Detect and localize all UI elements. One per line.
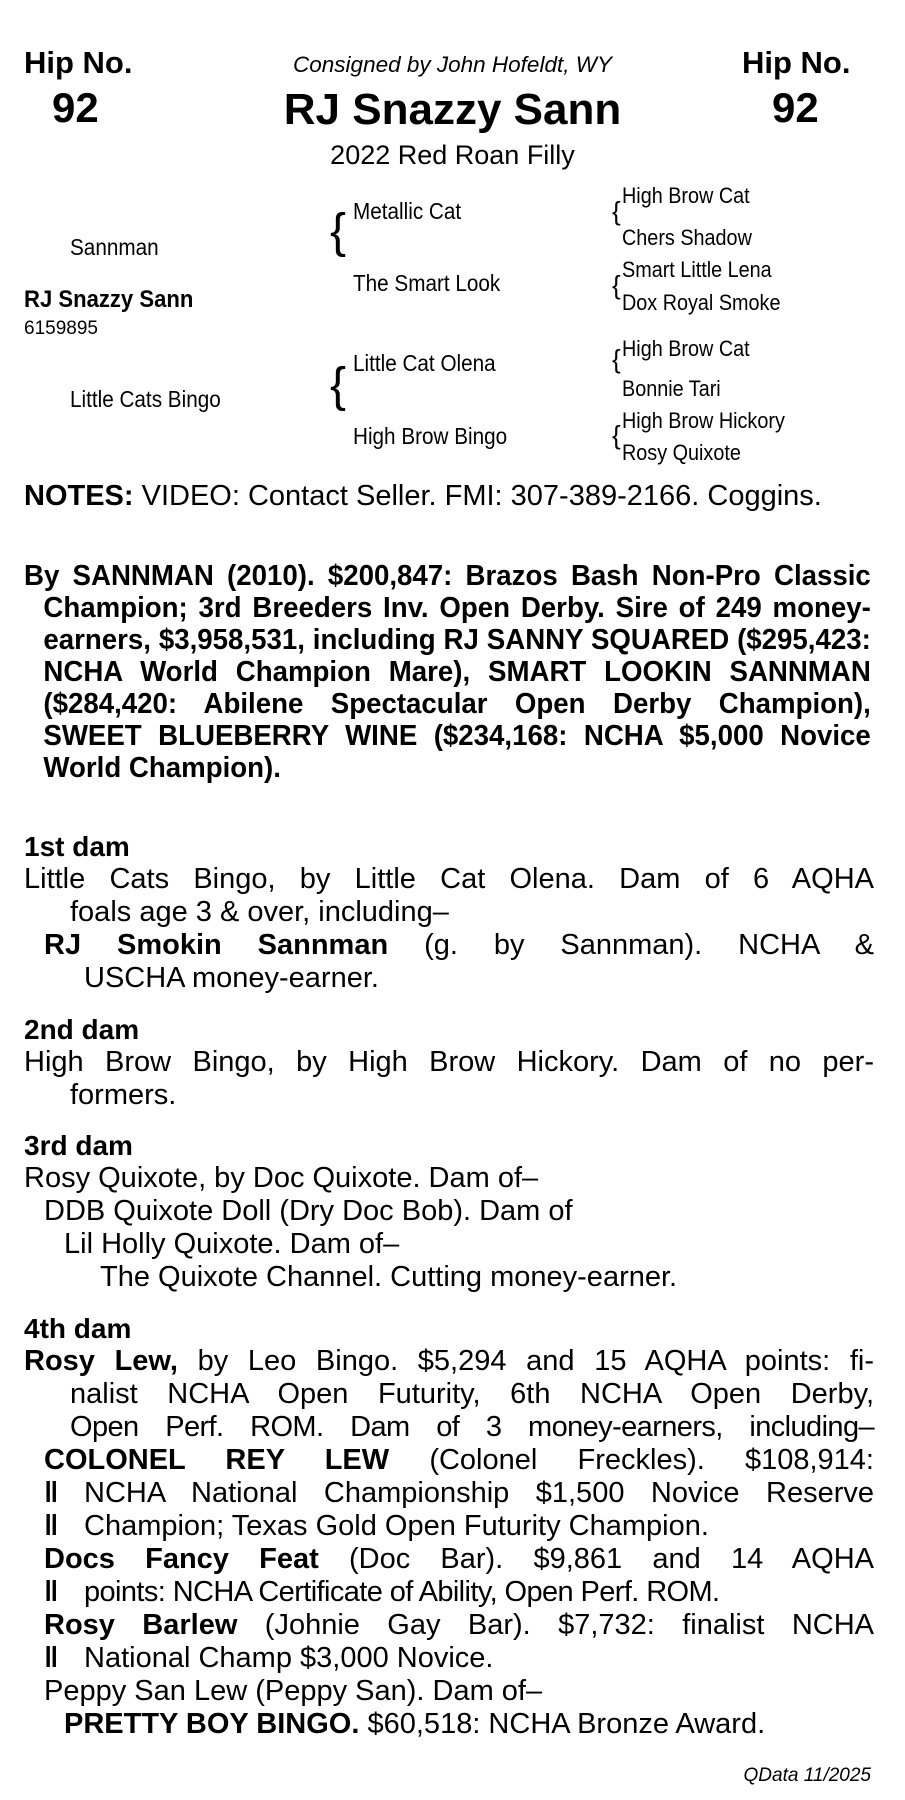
pedigree-g5: High Brow Cat xyxy=(622,336,750,361)
pedigree-sire-dam: The Smart Look xyxy=(353,270,501,296)
offspring-2-detail: (Doc Bar). $9,861 and 14 AQHA xyxy=(318,1543,874,1575)
pedigree-g7: High Brow Hickory xyxy=(622,408,785,433)
horse-name-title: RJ Snazzy Sann xyxy=(283,85,622,134)
notes-label: NOTES: xyxy=(24,480,134,512)
offspring-1-detail: (Colonel Freckles). $108,914: xyxy=(389,1444,874,1476)
sire-summary: By SANNMAN (2010). $200,847: Brazos Bash Non-Pro Classic Champion; 3rd Breeders Inv. Open Derby. Sire of 249 money-earners, $3,958,531, including RJ SANNY SQUARED ($295,423: NCHA World Champion Mare), SMART LOOKIN SANNMAN ($284,420: Abilene Spectacular Open Derby Champion), SWEET BLUEBERRY WINE ($234,168: NCHA $5,000 Novice World Champion). xyxy=(24,560,871,784)
offspring-1-name: COLONEL REY LEW xyxy=(44,1444,390,1476)
brace-g1: { xyxy=(612,196,621,226)
pedigree-dam-sire: Little Cat Olena xyxy=(353,350,496,376)
offspring-3-detail: (Johnie Gay Bar). $7,732: finalist NCHA xyxy=(237,1609,874,1641)
first-dam-section xyxy=(24,831,874,995)
first-dam-offspring-line2: USCHA money-earner. xyxy=(84,962,379,994)
offspring-detail: (g. by Sannman). NCHA & xyxy=(388,929,874,961)
offspring-4-child-name: PRETTY BOY BINGO. xyxy=(64,1708,360,1740)
third-dam-line2: DDB Quixote Doll (Dry Doc Bob). Dam of xyxy=(44,1195,573,1227)
consignor: Consigned by John Hofeldt, WY xyxy=(293,52,612,77)
notes-text: VIDEO: Contact Seller. FMI: 307-389-2166. Coggins. xyxy=(133,480,822,512)
bar-glyph: ‖ xyxy=(44,1642,59,1674)
fourth-dam-section xyxy=(24,1313,874,1741)
brace-g3: { xyxy=(612,344,621,374)
third-dam-line3: Lil Holly Quixote. Dam of– xyxy=(64,1228,400,1260)
fourth-dam-heading: 4th dam xyxy=(24,1313,132,1344)
offspring-2-line2 xyxy=(24,1576,874,1609)
first-dam-offspring xyxy=(24,929,874,962)
third-dam-line1: Rosy Quixote, by Doc Quixote. Dam of– xyxy=(24,1162,539,1194)
third-dam-heading: 3rd dam xyxy=(24,1130,133,1161)
fourth-dam-name: Rosy Lew, xyxy=(24,1345,178,1377)
pedigree-sire-sire: Metallic Cat xyxy=(353,198,462,224)
offspring-2-name: Docs Fancy Feat xyxy=(44,1543,319,1575)
offspring-3-line2 xyxy=(24,1642,874,1675)
offspring-4: Peppy San Lew (Peppy San). Dam of– xyxy=(44,1675,543,1707)
hip-label-left: Hip No. xyxy=(24,45,133,80)
offspring-1-line2-text: NCHA National Championship $1,500 Novice Reserve xyxy=(84,1477,874,1509)
qdata-footer: QData 11/2025 xyxy=(743,1765,871,1786)
fourth-dam-line2: nalist NCHA Open Futurity, 6th NCHA Open Derby, xyxy=(70,1378,874,1410)
second-dam-heading: 2nd dam xyxy=(24,1014,140,1045)
pedigree-g1: High Brow Cat xyxy=(622,183,750,208)
brace-g2: { xyxy=(612,270,621,300)
brace-g4: { xyxy=(612,420,621,450)
registration-number: 6159895 xyxy=(24,318,98,339)
offspring-3-name: Rosy Barlew xyxy=(44,1609,238,1641)
hip-number-right: 92 xyxy=(772,84,819,131)
third-dam-line4: The Quixote Channel. Cutting money-earner. xyxy=(100,1261,678,1293)
bar-glyph: ‖ xyxy=(44,1510,59,1542)
offspring-1-line2 xyxy=(24,1477,874,1510)
offspring-1 xyxy=(24,1444,874,1477)
pedigree-subject: RJ Snazzy Sann xyxy=(24,286,194,313)
fourth-dam-line3: Open Perf. ROM. Dam of 3 money-earners, including– xyxy=(70,1411,874,1443)
hip-number-left: 92 xyxy=(52,84,99,131)
pedigree-dam: Little Cats Bingo xyxy=(70,386,221,412)
pedigree-dam-dam: High Brow Bingo xyxy=(353,423,508,449)
second-dam-line2: formers. xyxy=(70,1079,177,1111)
offspring-3-line2-text: National Champ $3,000 Novice. xyxy=(84,1642,494,1674)
bar-glyph: ‖ xyxy=(44,1477,59,1509)
offspring-1-line3 xyxy=(24,1510,874,1543)
pedigree-g2: Chers Shadow xyxy=(622,225,752,250)
offspring-4-child-detail: $60,518: NCHA Bronze Award. xyxy=(359,1708,766,1740)
offspring-2 xyxy=(24,1543,874,1576)
second-dam-section xyxy=(24,1014,874,1112)
first-dam-line1: Little Cats Bingo, by Little Cat Olena. Dam of 6 AQHA xyxy=(24,863,874,895)
bar-glyph: ‖ xyxy=(44,1576,58,1608)
offspring-3 xyxy=(24,1609,874,1642)
brace-dam: { xyxy=(330,359,347,412)
pedigree-sire: Sannman xyxy=(70,234,159,260)
pedigree-g3: Smart Little Lena xyxy=(622,257,772,282)
pedigree-g6: Bonnie Tari xyxy=(622,376,721,401)
pedigree-g8: Rosy Quixote xyxy=(622,440,741,465)
offspring-name: RJ Smokin Sannman xyxy=(44,929,389,961)
second-dam-line1: High Brow Bingo, by High Brow Hickory. Dam of no per- xyxy=(24,1046,874,1078)
fourth-dam-detail: by Leo Bingo. $5,294 and 15 AQHA points: fi- xyxy=(177,1345,874,1377)
fourth-dam-line1 xyxy=(24,1345,874,1378)
first-dam-line2: foals age 3 & over, including– xyxy=(70,896,449,928)
brace-sire: { xyxy=(330,205,347,258)
offspring-1-line3-text: Champion; Texas Gold Open Futurity Champion. xyxy=(84,1510,709,1542)
first-dam-heading: 1st dam xyxy=(24,831,130,862)
horse-description: 2022 Red Roan Filly xyxy=(330,140,575,170)
hip-label-right: Hip No. xyxy=(742,45,851,80)
pedigree-g4: Dox Royal Smoke xyxy=(622,290,781,315)
third-dam-section xyxy=(24,1130,874,1294)
notes-paragraph xyxy=(24,480,894,512)
offspring-2-line2-text: points: NCHA Certificate of Ability, Open Perf. ROM. xyxy=(84,1576,720,1608)
offspring-4-child xyxy=(24,1708,874,1741)
